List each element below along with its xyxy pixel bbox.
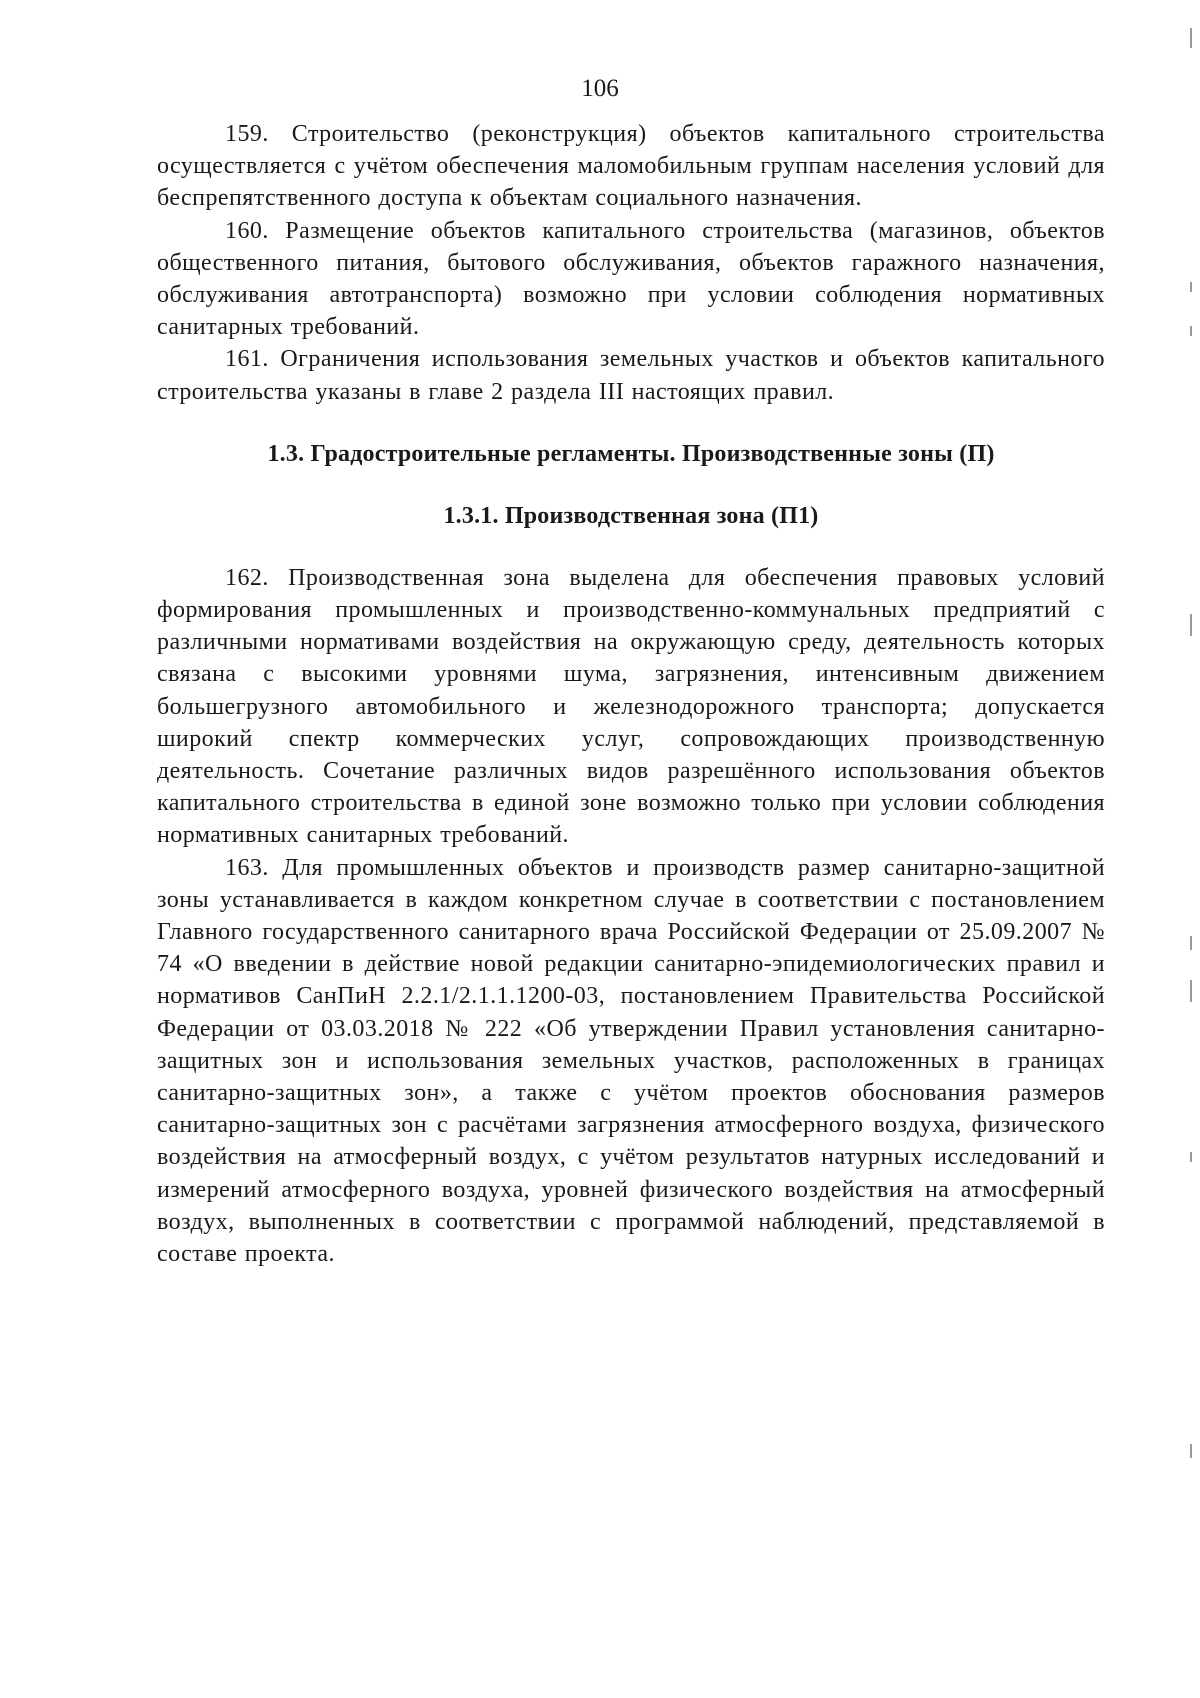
document-body xyxy=(157,118,1105,1270)
scan-artifact xyxy=(1190,980,1192,1002)
paragraph-162: 162. Производственная зона выделена для обеспечения правовых условий формирования промышленных и производственно-коммунальных предприятий с различными нормативами воздействия на окружающую среду, деятельность которых связана с высокими уровнями шума, загрязнения, интенсивным движением большегрузного автомобильного и железнодорожного транспорта; допускается широкий спектр коммерческих услуг, сопровождающих производственную деятельность. Сочетание различных видов разрешённого использования объектов капитального строительства в единой зоне возможно только при условии соблюдения нормативных санитарных требований. xyxy=(157,564,1105,849)
paragraph-159: 159. Строительство (реконструкция) объектов капитального строительства осуществляется с учётом обеспечения маломобильным группам населения условий для беспрепятственного доступа к объектам социального назначения. xyxy=(157,121,1105,212)
scan-artifact xyxy=(1190,1444,1192,1458)
paragraph-160: 160. Размещение объектов капитального строительства (магазинов, объектов общественного питания, бытового обслуживания, объектов гаражного назначения, обслуживания автотранспорта) возможно при условии соблюдения нормативных санитарных требований. xyxy=(157,217,1105,341)
scan-artifact xyxy=(1190,936,1192,950)
scan-artifact xyxy=(1190,1152,1192,1162)
page-number: 106 xyxy=(581,75,619,102)
paragraph-163: 163. Для промышленных объектов и производств размер санитарно-защитной зоны устанавливается в каждом конкретном случае в соответствии с постановлением Главного государственного санитарного врача Российской Федерации от 25.09.2007 № 74 «О введении в действие новой редакции санитарно-эпидемиологических правил и нормативов СанПиН 2.2.1/2.1.1.1200-03, постановлением Правительства Российской Федерации от 03.03.2018 № 222 «Об утверждении Правил установления санитарно-защитных зон и использования земельных участков, расположенных в границах санитарно-защитных зон», а также с учётом проектов обоснования размеров санитарно-защитных зон с расчётами загрязнения атмосферного воздуха, физического воздействия на атмосферный воздух, с учётом результатов натурных исследований и измерений атмосферного воздуха, уровней физического воздействия на атмосферный воздух, выполненных в соответствии с программой наблюдений, представляемой в составе проекта. xyxy=(157,854,1105,1268)
scan-artifact xyxy=(1190,282,1192,292)
section-heading: 1.3. Градостроительные регламенты. Производственные зоны (П) xyxy=(267,440,995,467)
scan-artifact xyxy=(1190,28,1192,48)
scan-artifact xyxy=(1190,326,1192,336)
scan-artifact xyxy=(1190,614,1192,636)
paragraph-161: 161. Ограничения использования земельных участков и объектов капитального строительства указаны в главе 2 раздела III настоящих правил. xyxy=(157,346,1105,405)
subsection-heading: 1.3.1. Производственная зона (П1) xyxy=(443,502,819,529)
